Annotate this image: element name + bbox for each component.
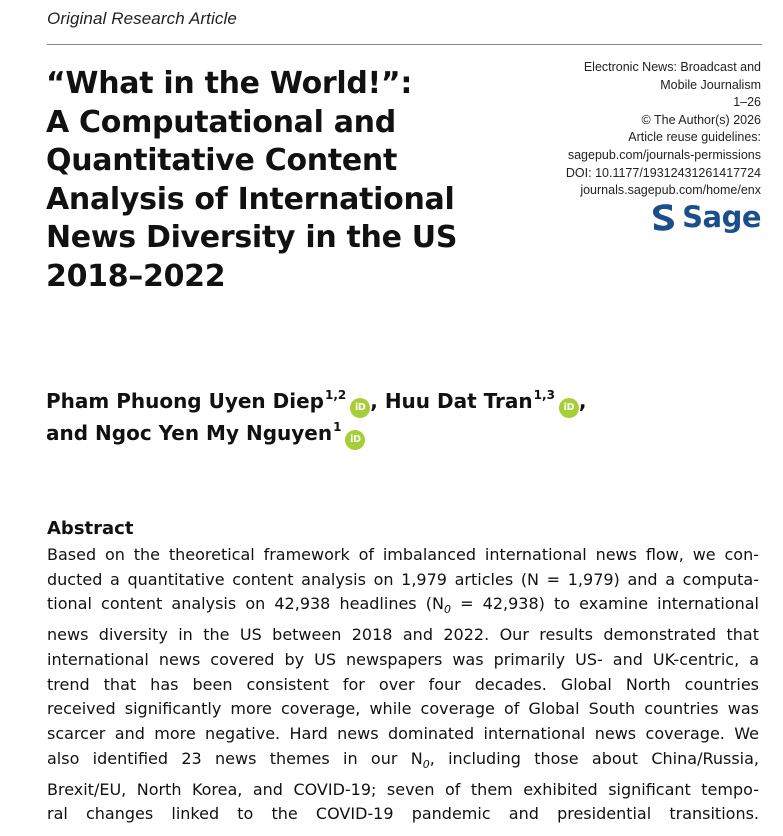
sage-logo: [650, 201, 761, 233]
orcid-icon[interactable]: iD: [345, 430, 365, 450]
author-conjunction: and: [46, 421, 89, 445]
orcid-icon[interactable]: iD: [559, 398, 579, 418]
journal-name: Electronic News: Broadcast and: [583, 60, 761, 74]
author-affiliation: 1,3: [533, 388, 555, 402]
abstract-line-text: tional content analysis on 42,938 headlines (N: [47, 594, 444, 614]
author-name: Pham Phuong Uyen Diep: [46, 389, 324, 413]
title-line: News Diversity in the US: [46, 220, 458, 255]
abstract-line: ral changes linked to the COVID-19 pandemic and presidential transitions.: [47, 804, 759, 824]
author-affiliation: 1,2: [324, 388, 347, 402]
title-line: 2018–2022: [46, 258, 226, 294]
title-line: A Computational and: [46, 104, 396, 140]
article-title: [46, 65, 526, 296]
abstract-line: Brexit/EU, North Korea, and COVID-19; seven of them exhibited significant tempo-: [47, 779, 759, 799]
abstract-line: trend that has been consistent for over four decades. Global North countries: [47, 674, 759, 694]
header-divider: [47, 44, 762, 45]
title-line: Quantitative Content: [46, 143, 398, 178]
abstract-line: ducted a quantitative content analysis on 1,979 articles (N = 1,979) and a computa-: [47, 569, 759, 589]
journal-name: Mobile Journalism: [660, 77, 761, 92]
abstract-line-text: = 42,938) to examine international: [450, 594, 760, 614]
author-name: Ngoc Yen My Nguyen: [95, 421, 333, 445]
abstract-line: news diversity in the US between 2018 and 2022. Our results demonstrated that: [47, 625, 759, 645]
abstract-line: scarcer and more negative. Hard news dominated international news coverage. We: [47, 724, 759, 744]
page-range: 1–26: [733, 95, 761, 110]
author-line: [46, 418, 746, 450]
subscript: 0: [422, 758, 430, 771]
abstract-body: [47, 543, 759, 827]
subscript: 0: [443, 603, 451, 617]
sage-s-icon: [650, 201, 676, 233]
journal-info: [521, 59, 761, 200]
title-line: “What in the World!”:: [46, 66, 413, 101]
publisher-name: Sage: [682, 199, 761, 234]
abstract-line: [47, 592, 759, 623]
abstract-line: international news covered by US newspapers was primarily US- and UK-centric, a: [47, 650, 759, 669]
author-line: [46, 386, 746, 418]
orcid-icon[interactable]: iD: [350, 398, 370, 418]
title-line: Analysis of International: [46, 181, 455, 217]
author-list: [46, 386, 746, 450]
author-separator: ,: [370, 389, 378, 413]
abstract-heading: Abstract: [47, 518, 134, 539]
abstract-line-text: also identified 23 news themes in our N: [47, 748, 423, 768]
journal-link[interactable]: journals.sagepub.com/home/enx: [580, 183, 761, 198]
author-affiliation: 1: [333, 420, 342, 434]
abstract-line: Based on the theoretical framework of imbalanced international news flow, we con-: [47, 545, 759, 564]
author-name: Huu Dat Tran: [384, 389, 533, 413]
reuse-link[interactable]: sagepub.com/journals-permissions: [567, 147, 761, 162]
reuse-label: Article reuse guidelines:: [628, 130, 761, 145]
doi-link[interactable]: DOI: 10.1177/19312431261417724: [565, 165, 761, 180]
abstract-line: [47, 747, 759, 778]
abstract-line: received significantly more coverage, while coverage of Global South countries was: [47, 699, 759, 719]
author-separator: ,: [578, 389, 587, 413]
copyright: © The Author(s) 2026: [641, 112, 761, 127]
abstract-line-text: , including those about China/Russia,: [429, 748, 760, 768]
article-type: Original Research Article: [47, 9, 237, 28]
